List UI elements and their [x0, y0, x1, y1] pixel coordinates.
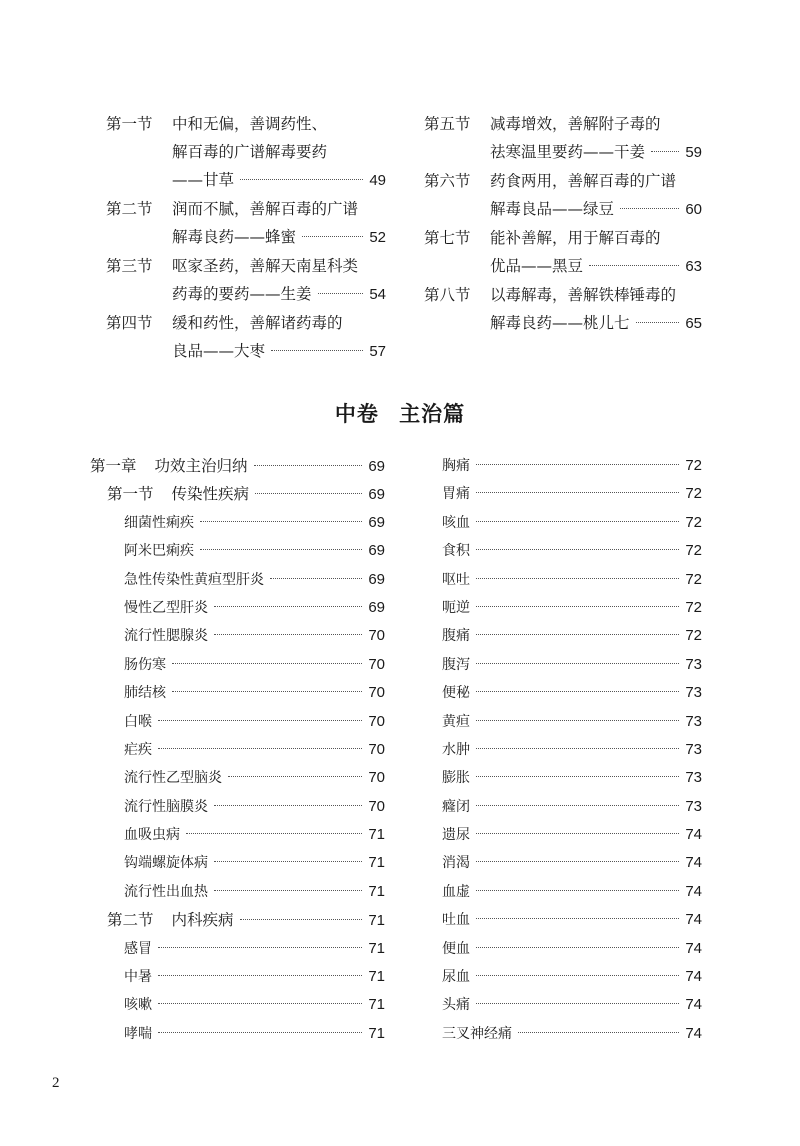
toc-item-entry[interactable]	[90, 509, 385, 537]
item-page: 71	[368, 1024, 385, 1042]
toc-item-entry[interactable]	[442, 480, 702, 508]
item-page: 73	[685, 769, 702, 787]
section-number: 第二节	[106, 200, 153, 218]
section-number: 第五节	[424, 115, 471, 133]
top-section-entry[interactable]	[424, 167, 702, 224]
item-title: 血虚	[442, 883, 470, 900]
section-title-line: 缓和药性，善解诸药毒的	[172, 314, 343, 332]
section-title-line: 祛寒温里要药——干姜	[490, 143, 646, 161]
section-number: 第四节	[106, 314, 153, 332]
chapter-page: 69	[368, 458, 385, 475]
item-title: 三叉神经痛	[442, 1025, 512, 1042]
toc-item-entry[interactable]	[90, 594, 385, 622]
item-title: 白喉	[124, 713, 152, 730]
item-title: 感冒	[124, 940, 152, 957]
item-title: 流行性腮腺炎	[124, 628, 208, 645]
item-title: 血吸虫病	[124, 827, 180, 844]
chapter-number: 第一章	[90, 457, 137, 475]
leader-dots	[228, 776, 362, 777]
item-title: 中暑	[124, 969, 152, 986]
item-page: 70	[368, 627, 385, 645]
toc-item-entry[interactable]	[442, 736, 702, 764]
item-page: 72	[685, 542, 702, 560]
item-title: 咳嗽	[124, 997, 152, 1014]
section-title: 传染性疾病	[171, 485, 250, 504]
leader-dots	[476, 578, 679, 579]
section-title-line: 药毒的要药——生姜	[172, 285, 312, 303]
item-page: 71	[368, 882, 385, 900]
section-page: 59	[685, 144, 702, 161]
toc-item-entry[interactable]	[90, 764, 385, 792]
leader-dots	[158, 720, 362, 721]
volume-part: 中卷	[334, 402, 379, 426]
leader-dots	[158, 1032, 362, 1033]
item-title: 急性传染性黄疸型肝炎	[124, 571, 264, 588]
section-title-line: 良品——大枣	[172, 342, 266, 360]
toc-item-entry[interactable]	[90, 622, 385, 650]
leader-dots	[476, 861, 679, 862]
toc-section-entry[interactable]	[90, 480, 385, 508]
section-number: 第一节	[106, 115, 153, 133]
toc-item-entry[interactable]	[90, 793, 385, 821]
item-title: 钩端螺旋体病	[124, 855, 208, 872]
section-number: 第六节	[424, 172, 471, 190]
item-page: 73	[685, 655, 702, 673]
item-title: 阿米巴痢疾	[124, 543, 194, 560]
item-title: 呕吐	[442, 571, 470, 588]
top-section-entry[interactable]	[424, 281, 702, 338]
item-title: 头痛	[442, 997, 470, 1014]
toc-item-entry[interactable]	[90, 736, 385, 764]
leader-dots	[172, 691, 362, 692]
leader-dots	[214, 890, 362, 891]
item-page: 72	[685, 598, 702, 616]
leader-dots	[476, 549, 679, 550]
item-page: 71	[368, 996, 385, 1014]
item-page: 74	[685, 939, 702, 957]
section-title-line: 解百毒的广谱解毒要药	[172, 143, 328, 161]
item-page: 70	[368, 712, 385, 730]
item-page: 73	[685, 797, 702, 815]
item-title: 流行性出血热	[124, 883, 208, 900]
volume-name: 主治篇	[399, 402, 466, 426]
item-page: 69	[368, 598, 385, 616]
item-page: 70	[368, 769, 385, 787]
section-page: 52	[369, 229, 386, 246]
item-page: 71	[368, 939, 385, 957]
volume-title	[0, 398, 800, 428]
item-page: 74	[685, 968, 702, 986]
section-page: 54	[369, 286, 386, 303]
toc-item-entry[interactable]	[442, 906, 702, 934]
item-page: 74	[685, 882, 702, 900]
section-page: 71	[368, 912, 385, 930]
item-page: 70	[368, 655, 385, 673]
item-page: 72	[685, 457, 702, 474]
section-page: 63	[685, 258, 702, 275]
leader-dots	[214, 606, 362, 607]
leader-dots	[158, 748, 362, 749]
section-title: 内科疾病	[171, 911, 234, 930]
item-page: 69	[368, 570, 385, 588]
item-page: 74	[685, 854, 702, 872]
leader-dots	[651, 151, 679, 152]
item-page: 73	[685, 740, 702, 758]
toc-item-entry[interactable]	[442, 509, 702, 537]
item-title: 便血	[442, 940, 470, 957]
toc-item-entry[interactable]	[442, 622, 702, 650]
leader-dots	[476, 720, 679, 721]
item-title: 流行性乙型脑炎	[124, 770, 222, 787]
toc-chapter-entry[interactable]	[90, 452, 385, 480]
top-sections-left	[106, 110, 386, 366]
item-page: 73	[685, 712, 702, 730]
leader-dots	[476, 748, 679, 749]
item-page: 72	[685, 485, 702, 503]
item-title: 遗尿	[442, 827, 470, 844]
leader-dots	[318, 293, 364, 294]
item-page: 70	[368, 797, 385, 815]
item-title: 黄疸	[442, 713, 470, 730]
leader-dots	[476, 691, 679, 692]
section-page: 49	[369, 172, 386, 189]
section-title-line: 呕家圣药，善解天南星科类	[172, 257, 359, 275]
section-title-line: 解毒良品——绿豆	[490, 200, 615, 218]
section-title-line: 解毒良药——桃儿七	[490, 314, 630, 332]
item-title: 肠伤寒	[124, 656, 166, 673]
item-title: 咳血	[442, 514, 470, 531]
toc-item-entry[interactable]	[90, 935, 385, 963]
section-number: 第七节	[424, 229, 471, 247]
item-title: 尿血	[442, 969, 470, 986]
leader-dots	[255, 493, 362, 494]
leader-dots	[476, 663, 679, 664]
toc-item-entry[interactable]	[90, 963, 385, 991]
item-title: 哮喘	[124, 1025, 152, 1042]
leader-dots	[476, 492, 679, 493]
item-title: 水肿	[442, 741, 470, 758]
item-page: 72	[685, 570, 702, 588]
chapter-title: 功效主治归纳	[154, 457, 248, 475]
leader-dots	[271, 350, 363, 351]
item-title: 慢性乙型肝炎	[124, 599, 208, 616]
leader-dots	[476, 606, 679, 607]
leader-dots	[240, 919, 363, 920]
item-page: 74	[685, 911, 702, 929]
toc-item-entry[interactable]	[442, 566, 702, 594]
top-section-entry[interactable]	[106, 252, 386, 309]
top-section-entry[interactable]	[106, 110, 386, 195]
section-title-line: 减毒增效，善解附子毒的	[490, 115, 661, 133]
item-page: 71	[368, 826, 385, 844]
toc-item-entry[interactable]	[442, 764, 702, 792]
section-title-line: 以毒解毒，善解铁棒锤毒的	[490, 286, 677, 304]
toc-item-entry[interactable]	[442, 849, 702, 877]
item-page: 72	[685, 513, 702, 531]
item-title: 腹泻	[442, 656, 470, 673]
section-page: 60	[685, 201, 702, 218]
leader-dots	[476, 833, 679, 834]
leader-dots	[186, 833, 362, 834]
toc-item-entry[interactable]	[442, 708, 702, 736]
toc-left-column	[90, 452, 385, 1048]
top-section-entry[interactable]	[106, 309, 386, 366]
leader-dots	[476, 975, 679, 976]
leader-dots	[214, 805, 362, 806]
item-title: 呃逆	[442, 599, 470, 616]
toc-item-entry[interactable]	[90, 821, 385, 849]
leader-dots	[636, 322, 680, 323]
section-number: 第一节	[107, 485, 154, 504]
toc-item-entry[interactable]	[442, 594, 702, 622]
leader-dots	[214, 861, 362, 862]
leader-dots	[240, 179, 363, 180]
item-title: 癃闭	[442, 798, 470, 815]
toc-item-entry[interactable]	[90, 537, 385, 565]
toc-item-entry[interactable]	[442, 935, 702, 963]
section-title-line: 药食两用，善解百毒的广谱	[490, 172, 677, 190]
page-number: 2	[52, 1075, 60, 1091]
toc-item-entry[interactable]	[90, 651, 385, 679]
item-title: 便秘	[442, 685, 470, 702]
toc-item-entry[interactable]	[442, 651, 702, 679]
leader-dots	[476, 521, 679, 522]
top-section-entry[interactable]	[106, 195, 386, 252]
leader-dots	[270, 578, 362, 579]
item-title: 胃痛	[442, 486, 470, 503]
leader-dots	[620, 208, 679, 209]
leader-dots	[158, 975, 362, 976]
leader-dots	[476, 464, 679, 465]
toc-item-entry[interactable]	[442, 1020, 702, 1048]
item-title: 流行性脑膜炎	[124, 798, 208, 815]
toc-item-entry[interactable]	[442, 537, 702, 565]
item-title: 消渴	[442, 855, 470, 872]
toc-item-entry[interactable]	[90, 566, 385, 594]
leader-dots	[302, 236, 363, 237]
section-title-line: 中和无偏，善调药性、	[172, 115, 328, 133]
section-title-line: ——甘草	[172, 171, 235, 189]
leader-dots	[172, 663, 362, 664]
item-page: 74	[685, 996, 702, 1014]
leader-dots	[476, 947, 679, 948]
item-title: 细菌性痢疾	[124, 514, 194, 531]
section-title-line: 能补善解，用于解百毒的	[490, 229, 661, 247]
item-title: 疟疾	[124, 741, 152, 758]
top-section-entry[interactable]	[424, 110, 702, 167]
leader-dots	[518, 1032, 679, 1033]
item-page: 72	[685, 627, 702, 645]
leader-dots	[476, 1003, 679, 1004]
item-page: 70	[368, 740, 385, 758]
toc-item-entry[interactable]	[90, 1020, 385, 1048]
toc-item-entry[interactable]	[442, 679, 702, 707]
leader-dots	[476, 776, 679, 777]
item-page: 71	[368, 968, 385, 986]
section-title-line: 解毒良药——蜂蜜	[172, 228, 297, 246]
leader-dots	[476, 634, 679, 635]
toc-item-entry[interactable]	[442, 452, 702, 480]
section-page: 65	[685, 315, 702, 332]
leader-dots	[254, 465, 363, 466]
toc-item-entry[interactable]	[442, 878, 702, 906]
toc-item-entry[interactable]	[90, 708, 385, 736]
item-page: 70	[368, 684, 385, 702]
leader-dots	[214, 634, 362, 635]
toc-item-entry[interactable]	[442, 821, 702, 849]
section-number: 第八节	[424, 286, 471, 304]
toc-item-entry[interactable]	[442, 963, 702, 991]
toc-item-entry[interactable]	[90, 878, 385, 906]
section-title-line: 优品——黑豆	[490, 257, 584, 275]
leader-dots	[476, 890, 679, 891]
toc-right-column	[442, 452, 702, 1048]
section-title-line: 润而不腻，善解百毒的广谱	[172, 200, 359, 218]
item-page: 73	[685, 684, 702, 702]
toc-item-entry[interactable]	[90, 991, 385, 1019]
section-page: 57	[369, 343, 386, 360]
item-title: 吐血	[442, 912, 470, 929]
leader-dots	[476, 918, 679, 919]
leader-dots	[158, 1003, 362, 1004]
item-title: 肺结核	[124, 685, 166, 702]
leader-dots	[200, 549, 362, 550]
item-title: 腹痛	[442, 628, 470, 645]
top-section-entry[interactable]	[424, 224, 702, 281]
top-sections-right	[424, 110, 702, 338]
item-page: 69	[368, 542, 385, 560]
item-page: 74	[685, 826, 702, 844]
leader-dots	[158, 947, 362, 948]
toc-section-entry[interactable]	[90, 906, 385, 934]
toc-item-entry[interactable]	[442, 793, 702, 821]
item-title: 膨胀	[442, 770, 470, 787]
toc-item-entry[interactable]	[442, 991, 702, 1019]
leader-dots	[476, 805, 679, 806]
section-number: 第三节	[106, 257, 153, 275]
item-title: 食积	[442, 543, 470, 560]
toc-item-entry[interactable]	[90, 679, 385, 707]
item-page: 69	[368, 513, 385, 531]
section-page: 69	[368, 486, 385, 504]
leader-dots	[589, 265, 679, 266]
item-title: 胸痛	[442, 458, 470, 474]
section-number: 第二节	[107, 911, 154, 930]
item-page: 71	[368, 854, 385, 872]
item-page: 74	[685, 1024, 702, 1042]
leader-dots	[200, 521, 362, 522]
toc-item-entry[interactable]	[90, 849, 385, 877]
